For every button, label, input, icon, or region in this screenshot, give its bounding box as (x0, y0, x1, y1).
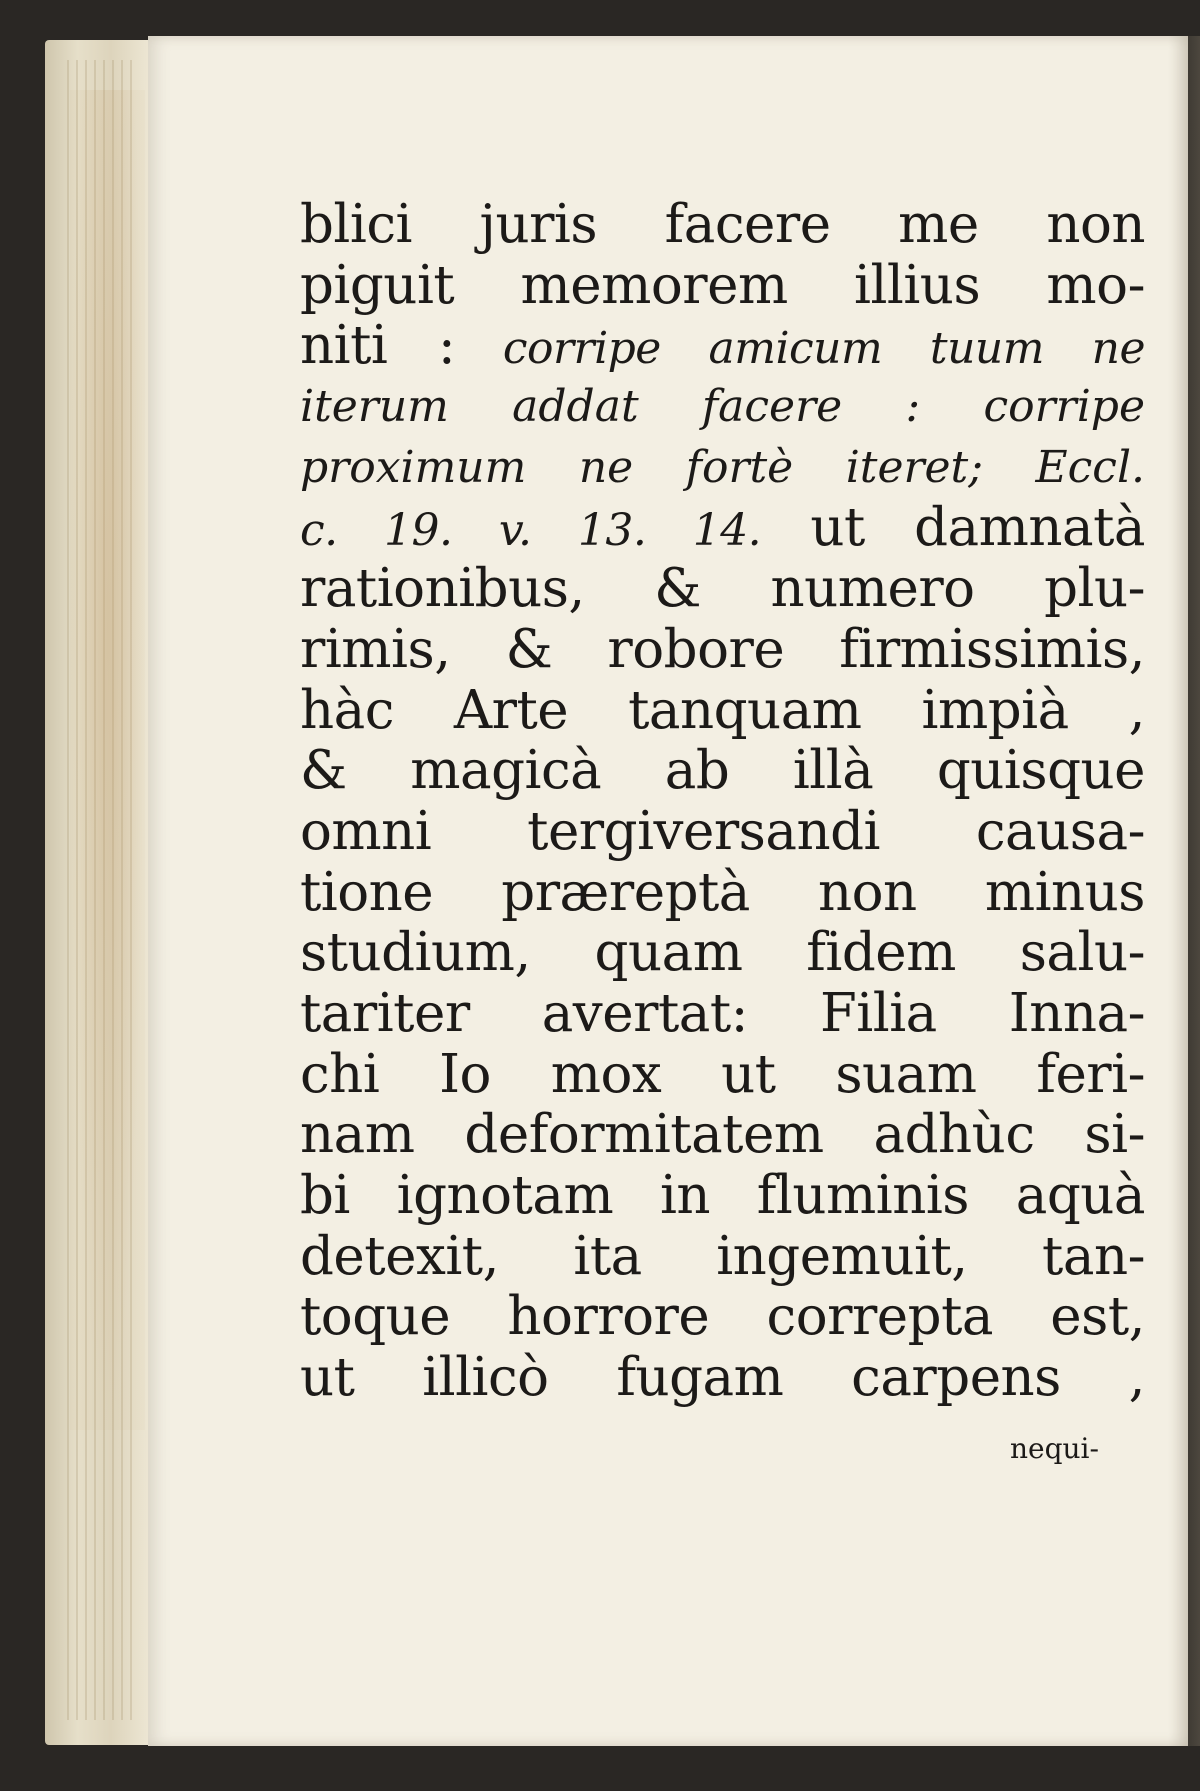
text-line: ut illicò fugam carpens , (300, 1348, 1145, 1409)
body-text (300, 195, 1145, 1409)
text-line: hàc Arte tanquam impià , (300, 680, 1145, 741)
text-line: piguit memorem illius mo- (300, 255, 1145, 316)
text-roman: niti : (300, 316, 456, 377)
text-line: iterum addat facere : corripe (300, 381, 1145, 433)
text-line: toque horrore correpta est, (300, 1287, 1145, 1348)
text-line: blici juris facere me non (300, 195, 1145, 255)
text-line (300, 316, 1145, 377)
text-line: nam deformitatem adhùc si- (300, 1105, 1145, 1166)
catchword: nequi- (1010, 1432, 1099, 1465)
text-line: detexit, ita ingemuit, tan- (300, 1226, 1145, 1287)
text-line: proximum ne fortè iteret; Eccl. (300, 441, 1145, 493)
text-roman: ut damnatà (761, 498, 1145, 559)
text-line: chi Io mox ut suam feri- (300, 1044, 1145, 1105)
text-line: rationibus, & numero plu- (300, 559, 1145, 620)
text-italic: corripe amicum tuum ne (455, 323, 1145, 375)
text-line (300, 498, 1145, 559)
page-gutter-shadow (1168, 36, 1200, 1746)
text-line: omni tergiversandi causa- (300, 801, 1145, 862)
text-line: & magicà ab illà quisque (300, 741, 1145, 802)
age-stain (70, 90, 145, 1430)
text-italic: c. 19. v. 13. 14. (300, 505, 762, 557)
text-line: studium, quam fidem salu- (300, 923, 1145, 984)
text-line: tariter avertat: Filia Inna- (300, 983, 1145, 1044)
text-line: rimis, & robore firmissimis, (300, 619, 1145, 680)
text-line: tione præreptà non minus (300, 862, 1145, 923)
text-line: bi ignotam in fluminis aquà (300, 1166, 1145, 1226)
